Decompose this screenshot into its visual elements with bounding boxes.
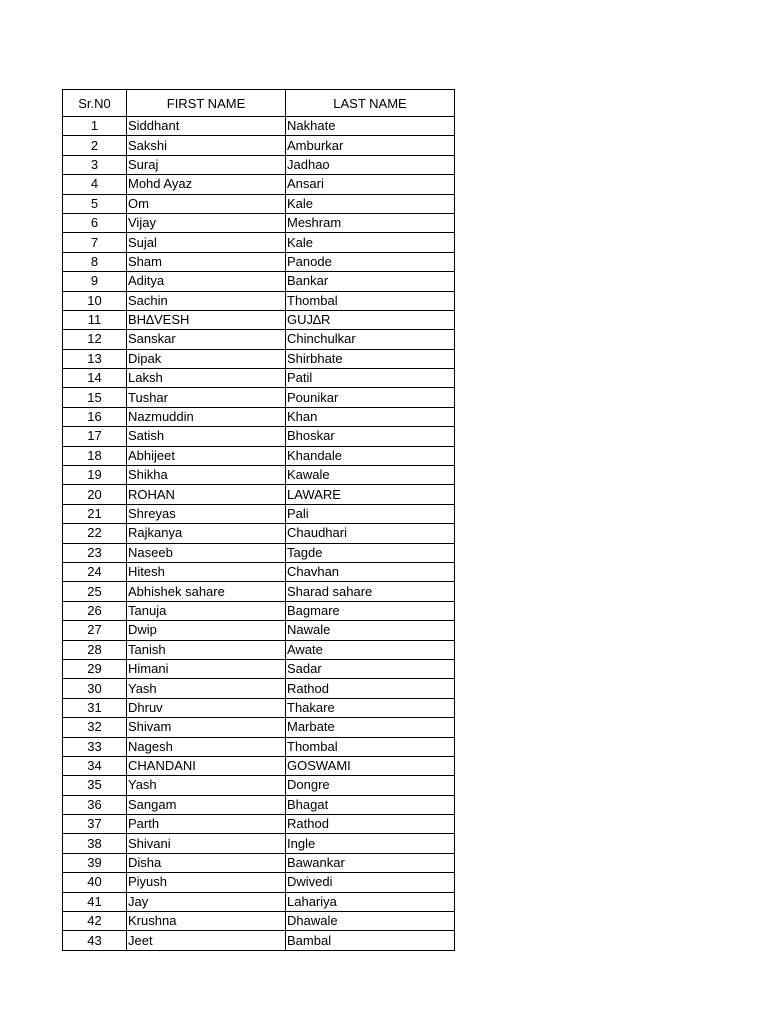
table-row	[63, 698, 455, 717]
serial-number-cell: 18	[63, 446, 127, 465]
last-name-cell: Meshram	[286, 213, 455, 232]
serial-number-cell: 5	[63, 194, 127, 213]
first-name-cell: Sujal	[127, 233, 286, 252]
last-name-cell: Pali	[286, 504, 455, 523]
table-row	[63, 582, 455, 601]
student-table	[62, 89, 455, 951]
last-name-cell: Amburkar	[286, 136, 455, 155]
serial-number-cell: 11	[63, 310, 127, 329]
last-name-cell: Thakare	[286, 698, 455, 717]
first-name-cell: CHANDANI	[127, 756, 286, 775]
first-name-cell: Tushar	[127, 388, 286, 407]
first-name-cell: Vijay	[127, 213, 286, 232]
serial-number-cell: 36	[63, 795, 127, 814]
table-row	[63, 485, 455, 504]
table-row	[63, 252, 455, 271]
last-name-cell: Kale	[286, 194, 455, 213]
first-name-cell: Dipak	[127, 349, 286, 368]
last-name-cell: Pounikar	[286, 388, 455, 407]
serial-number-cell: 12	[63, 330, 127, 349]
table-row	[63, 349, 455, 368]
table-row	[63, 388, 455, 407]
table-row	[63, 621, 455, 640]
last-name-cell: Sharad sahare	[286, 582, 455, 601]
header-last-name: LAST NAME	[286, 90, 455, 117]
last-name-cell: Shirbhate	[286, 349, 455, 368]
first-name-cell: Aditya	[127, 272, 286, 291]
first-name-cell: Dhruv	[127, 698, 286, 717]
last-name-cell: Lahariya	[286, 892, 455, 911]
table-row	[63, 562, 455, 581]
header-serial-number: Sr.N0	[63, 90, 127, 117]
first-name-cell: Krushna	[127, 912, 286, 931]
last-name-cell: Ansari	[286, 175, 455, 194]
table-row	[63, 931, 455, 950]
serial-number-cell: 16	[63, 407, 127, 426]
last-name-cell: Chavhan	[286, 562, 455, 581]
serial-number-cell: 4	[63, 175, 127, 194]
table-row	[63, 291, 455, 310]
first-name-cell: Shikha	[127, 466, 286, 485]
serial-number-cell: 20	[63, 485, 127, 504]
serial-number-cell: 38	[63, 834, 127, 853]
first-name-cell: Sanskar	[127, 330, 286, 349]
first-name-cell: Shivam	[127, 718, 286, 737]
serial-number-cell: 8	[63, 252, 127, 271]
serial-number-cell: 19	[63, 466, 127, 485]
last-name-cell: Ingle	[286, 834, 455, 853]
serial-number-cell: 2	[63, 136, 127, 155]
serial-number-cell: 35	[63, 776, 127, 795]
table-row	[63, 427, 455, 446]
table-row	[63, 659, 455, 678]
first-name-cell: Naseeb	[127, 543, 286, 562]
serial-number-cell: 13	[63, 349, 127, 368]
last-name-cell: Bawankar	[286, 853, 455, 872]
table-row	[63, 815, 455, 834]
table-row	[63, 543, 455, 562]
serial-number-cell: 40	[63, 873, 127, 892]
first-name-cell: Tanuja	[127, 601, 286, 620]
table-body	[63, 117, 455, 951]
last-name-cell: Khandale	[286, 446, 455, 465]
last-name-cell: Patil	[286, 369, 455, 388]
table-row	[63, 601, 455, 620]
first-name-cell: Laksh	[127, 369, 286, 388]
last-name-cell: Rathod	[286, 679, 455, 698]
last-name-cell: GUJ∆R	[286, 310, 455, 329]
serial-number-cell: 23	[63, 543, 127, 562]
serial-number-cell: 42	[63, 912, 127, 931]
table-row	[63, 213, 455, 232]
last-name-cell: LAWARE	[286, 485, 455, 504]
serial-number-cell: 15	[63, 388, 127, 407]
last-name-cell: Bhagat	[286, 795, 455, 814]
table-row	[63, 407, 455, 426]
table-row	[63, 718, 455, 737]
last-name-cell: Dongre	[286, 776, 455, 795]
table-row	[63, 369, 455, 388]
serial-number-cell: 30	[63, 679, 127, 698]
first-name-cell: Tanish	[127, 640, 286, 659]
first-name-cell: Himani	[127, 659, 286, 678]
last-name-cell: GOSWAMI	[286, 756, 455, 775]
serial-number-cell: 25	[63, 582, 127, 601]
first-name-cell: Abhishek sahare	[127, 582, 286, 601]
last-name-cell: Nakhate	[286, 117, 455, 136]
table-row	[63, 640, 455, 659]
table-row	[63, 679, 455, 698]
last-name-cell: Dwivedi	[286, 873, 455, 892]
first-name-cell: Parth	[127, 815, 286, 834]
last-name-cell: Chinchulkar	[286, 330, 455, 349]
last-name-cell: Chaudhari	[286, 524, 455, 543]
first-name-cell: Hitesh	[127, 562, 286, 581]
first-name-cell: Sangam	[127, 795, 286, 814]
last-name-cell: Kale	[286, 233, 455, 252]
last-name-cell: Bambal	[286, 931, 455, 950]
serial-number-cell: 1	[63, 117, 127, 136]
table-row	[63, 524, 455, 543]
last-name-cell: Khan	[286, 407, 455, 426]
last-name-cell: Bankar	[286, 272, 455, 291]
first-name-cell: Jay	[127, 892, 286, 911]
last-name-cell: Sadar	[286, 659, 455, 678]
table-row	[63, 446, 455, 465]
last-name-cell: Tagde	[286, 543, 455, 562]
serial-number-cell: 37	[63, 815, 127, 834]
serial-number-cell: 17	[63, 427, 127, 446]
table-row	[63, 194, 455, 213]
first-name-cell: Suraj	[127, 155, 286, 174]
serial-number-cell: 3	[63, 155, 127, 174]
serial-number-cell: 32	[63, 718, 127, 737]
last-name-cell: Jadhao	[286, 155, 455, 174]
table-row	[63, 330, 455, 349]
serial-number-cell: 33	[63, 737, 127, 756]
first-name-cell: Siddhant	[127, 117, 286, 136]
table-row	[63, 466, 455, 485]
first-name-cell: Mohd Ayaz	[127, 175, 286, 194]
serial-number-cell: 39	[63, 853, 127, 872]
last-name-cell: Bagmare	[286, 601, 455, 620]
serial-number-cell: 26	[63, 601, 127, 620]
serial-number-cell: 6	[63, 213, 127, 232]
first-name-cell: Sham	[127, 252, 286, 271]
last-name-cell: Rathod	[286, 815, 455, 834]
last-name-cell: Marbate	[286, 718, 455, 737]
first-name-cell: Om	[127, 194, 286, 213]
first-name-cell: Rajkanya	[127, 524, 286, 543]
first-name-cell: Nagesh	[127, 737, 286, 756]
serial-number-cell: 7	[63, 233, 127, 252]
serial-number-cell: 22	[63, 524, 127, 543]
serial-number-cell: 24	[63, 562, 127, 581]
last-name-cell: Thombal	[286, 737, 455, 756]
serial-number-cell: 41	[63, 892, 127, 911]
table-row	[63, 136, 455, 155]
first-name-cell: Shreyas	[127, 504, 286, 523]
table-row	[63, 756, 455, 775]
first-name-cell: Sakshi	[127, 136, 286, 155]
table-row	[63, 272, 455, 291]
table-row	[63, 737, 455, 756]
first-name-cell: Disha	[127, 853, 286, 872]
table-row	[63, 912, 455, 931]
table-row	[63, 233, 455, 252]
serial-number-cell: 10	[63, 291, 127, 310]
header-row	[63, 90, 455, 117]
table-row	[63, 310, 455, 329]
last-name-cell: Nawale	[286, 621, 455, 640]
spreadsheet-page	[62, 89, 455, 951]
table-row	[63, 795, 455, 814]
first-name-cell: Abhijeet	[127, 446, 286, 465]
serial-number-cell: 27	[63, 621, 127, 640]
first-name-cell: Shivani	[127, 834, 286, 853]
table-row	[63, 155, 455, 174]
first-name-cell: Sachin	[127, 291, 286, 310]
table-row	[63, 117, 455, 136]
first-name-cell: Satish	[127, 427, 286, 446]
last-name-cell: Bhoskar	[286, 427, 455, 446]
serial-number-cell: 29	[63, 659, 127, 678]
table-row	[63, 834, 455, 853]
last-name-cell: Kawale	[286, 466, 455, 485]
header-first-name: FIRST NAME	[127, 90, 286, 117]
first-name-cell: Yash	[127, 679, 286, 698]
first-name-cell: BH∆VESH	[127, 310, 286, 329]
table-row	[63, 892, 455, 911]
table-row	[63, 175, 455, 194]
last-name-cell: Awate	[286, 640, 455, 659]
last-name-cell: Panode	[286, 252, 455, 271]
serial-number-cell: 34	[63, 756, 127, 775]
serial-number-cell: 14	[63, 369, 127, 388]
first-name-cell: Jeet	[127, 931, 286, 950]
serial-number-cell: 21	[63, 504, 127, 523]
table-row	[63, 504, 455, 523]
first-name-cell: ROHAN	[127, 485, 286, 504]
first-name-cell: Yash	[127, 776, 286, 795]
serial-number-cell: 9	[63, 272, 127, 291]
serial-number-cell: 31	[63, 698, 127, 717]
serial-number-cell: 43	[63, 931, 127, 950]
table-row	[63, 853, 455, 872]
last-name-cell: Dhawale	[286, 912, 455, 931]
last-name-cell: Thombal	[286, 291, 455, 310]
table-row	[63, 873, 455, 892]
first-name-cell: Nazmuddin	[127, 407, 286, 426]
first-name-cell: Dwip	[127, 621, 286, 640]
first-name-cell: Piyush	[127, 873, 286, 892]
serial-number-cell: 28	[63, 640, 127, 659]
table-row	[63, 776, 455, 795]
